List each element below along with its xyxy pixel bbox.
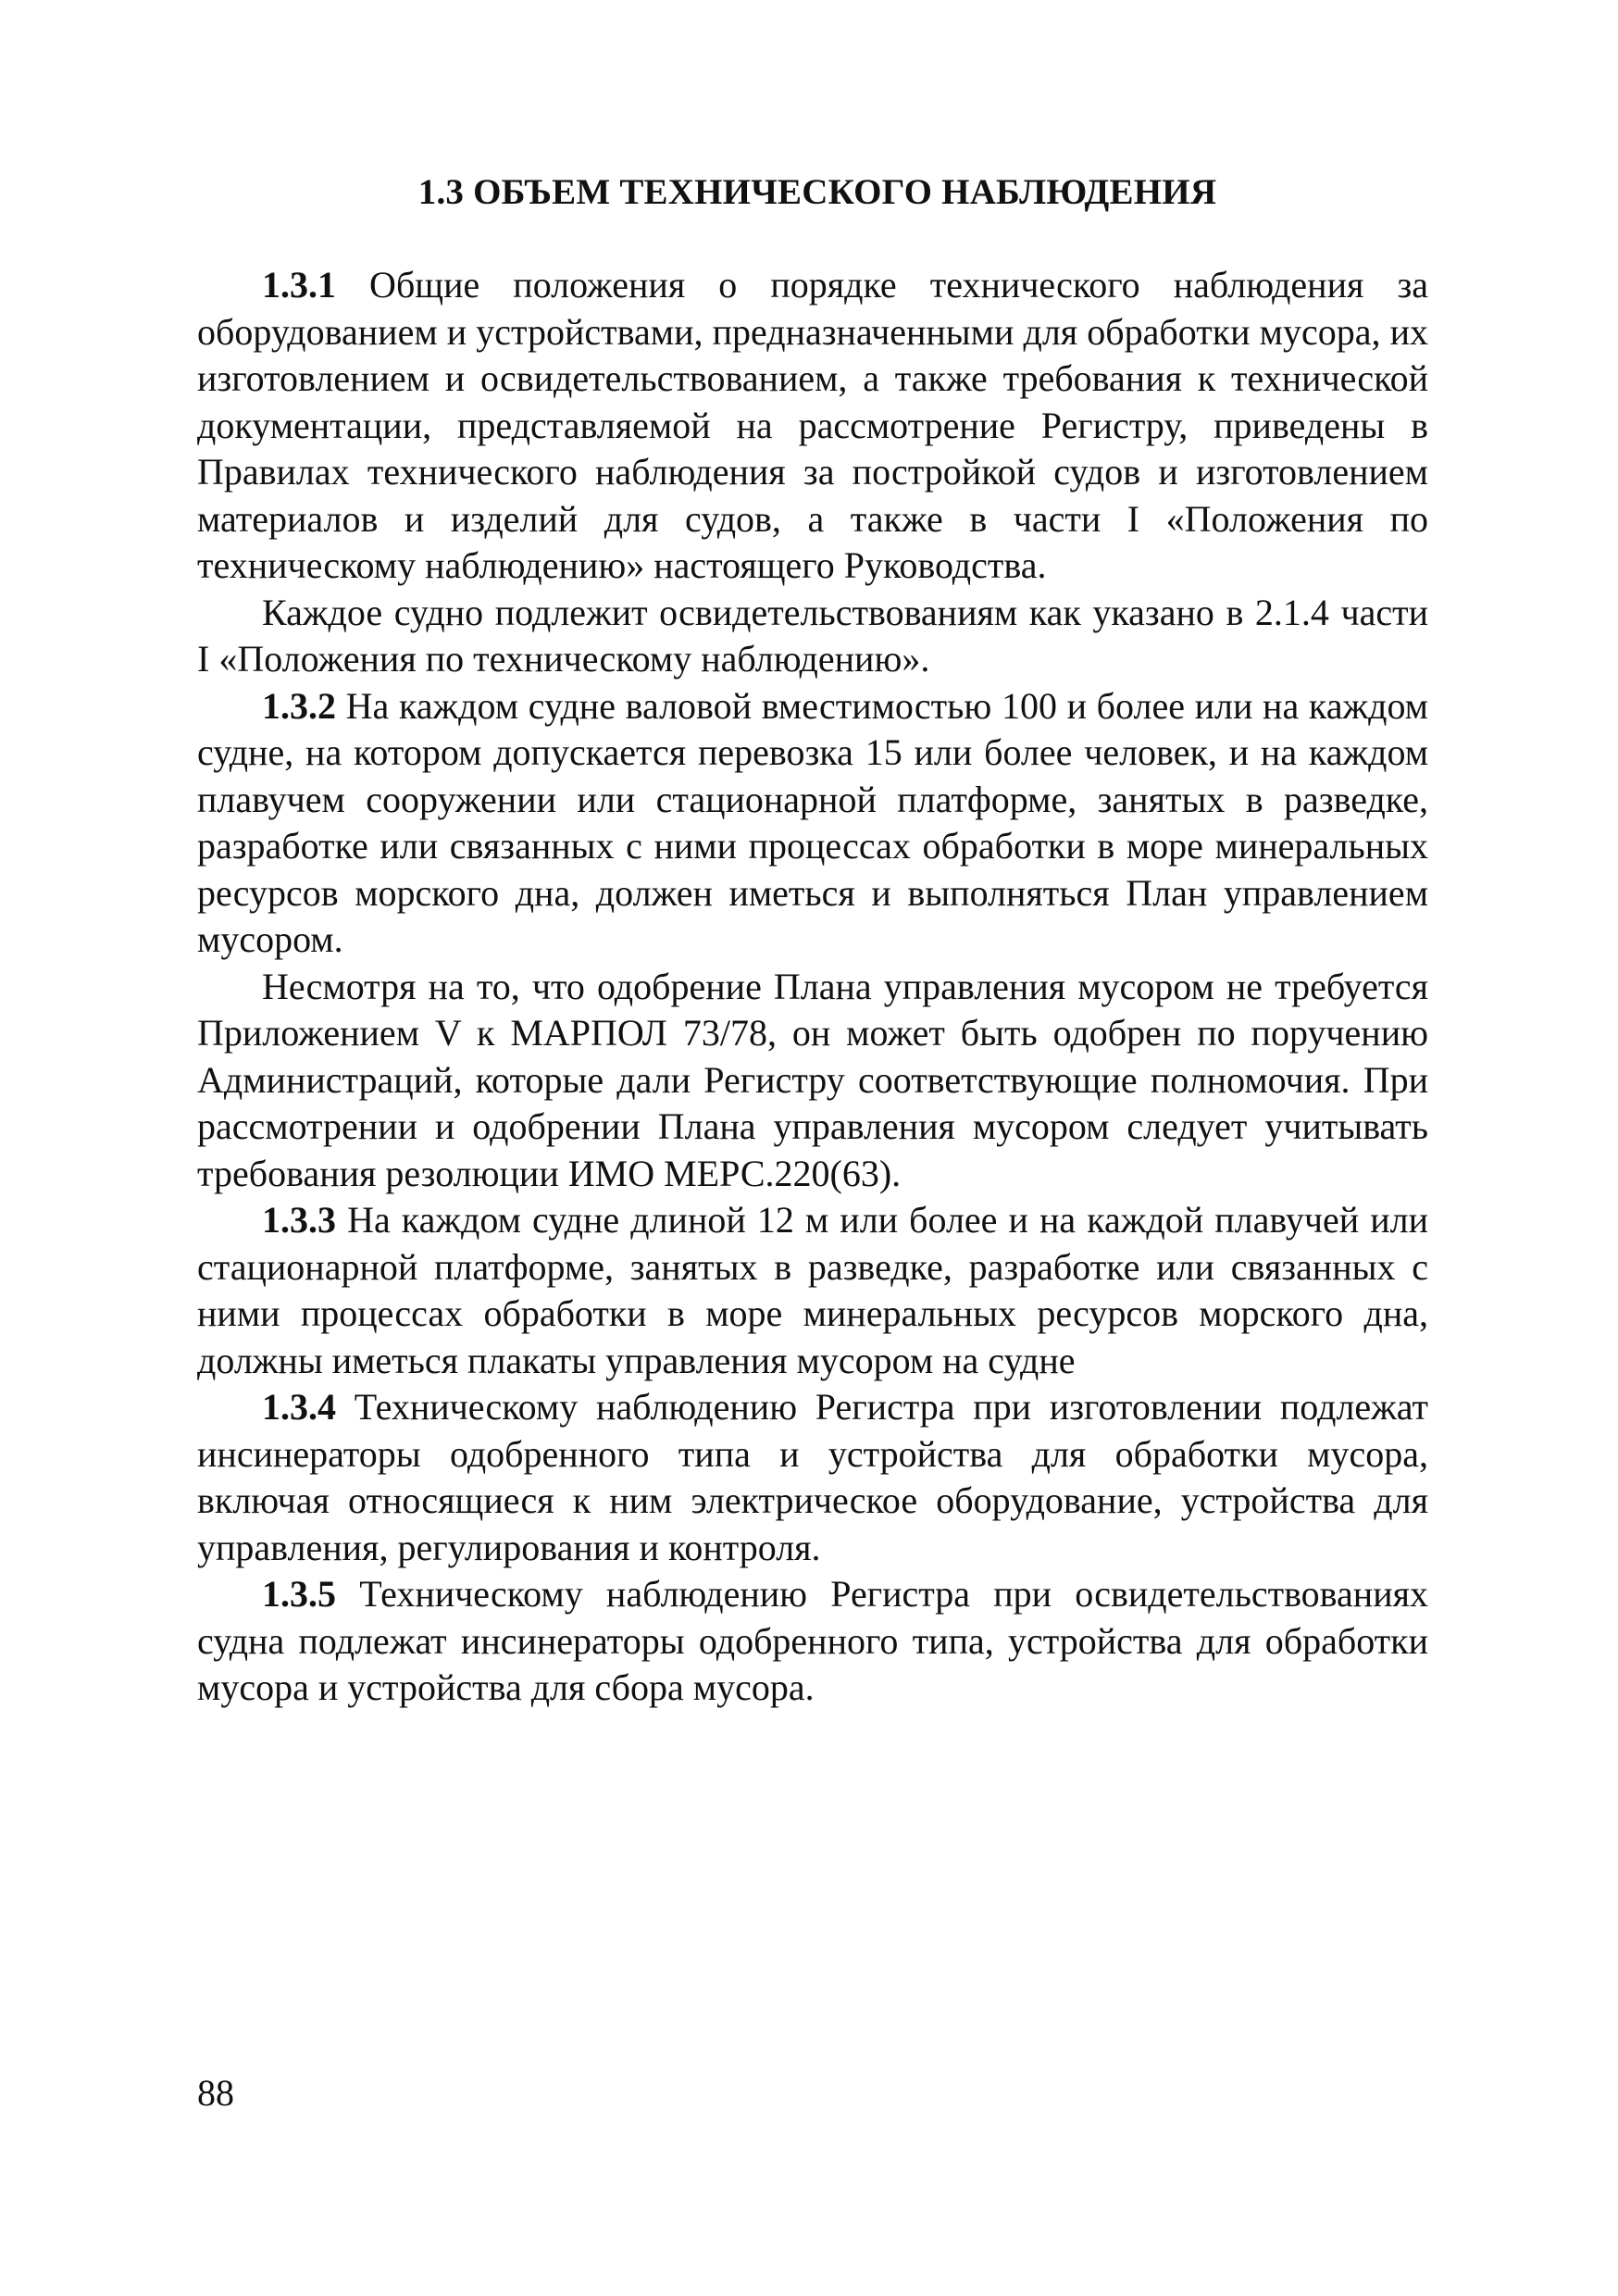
paragraph-text: Каждое судно подлежит освидетельствованиям как указано в 2.1.4 части I «Положения по техническому наблюдению».	[197, 591, 1428, 680]
paragraph-number: 1.3.1	[262, 264, 336, 306]
paragraph-approval-note	[197, 964, 1428, 1198]
paragraph-1-3-3	[197, 1197, 1428, 1384]
paragraph-number: 1.3.5	[262, 1573, 336, 1615]
paragraph-text: Общие положения о порядке технического наблюдения за оборудованием и устройствами, предназначенными для обработки мусора, их изготовлением и освидетельствованием, а также требования к технической документации, представляемой на рассмотрение Регистру, приведены в Правилах технического наблюдения за постройкой судов и изготовлением материалов и изделий для судов, а также в части I «Положения по техническому наблюдению» настоящего Руководства.	[197, 264, 1428, 586]
paragraph-number: 1.3.2	[262, 684, 336, 727]
paragraph-1-3-1	[197, 262, 1428, 590]
paragraph-text: Техническому наблюдению Регистра при изготовлении подлежат инсинераторы одобренного типа и устройства для обработки мусора, включая относящиеся к ним электрическое оборудование, устройства для управления, регулирования и контроля.	[197, 1386, 1428, 1568]
paragraph-text: На каждом судне валовой вместимостью 100 и более или на каждом судне, на котором допускается перевозка 15 или более человек, и на каждом плавучем сооружении или стационарной платформе, занятых в разведке, разработке или связанных с ними процессах обработки в море минеральных ресурсов морского дна, должен иметься и выполняться План управлением мусором.	[197, 684, 1428, 960]
paragraph-number: 1.3.3	[262, 1199, 336, 1241]
page-number: 88	[197, 2072, 234, 2114]
document-page	[197, 169, 1428, 1712]
paragraph-text: Несмотря на то, что одобрение Плана управления мусором не требуется Приложением V к МАРПОЛ 73/78, он может быть одобрен по поручению Администраций, которые дали Регистру соответствующие полномочия. При рассмотрении и одобрении Плана управления мусором следует учитывать требования резолюции ИМО МЕРС.220(63).	[197, 965, 1428, 1194]
paragraph-1-3-2	[197, 683, 1428, 964]
paragraph-surveys	[197, 590, 1428, 683]
paragraph-text: Техническому наблюдению Регистра при освидетельствованиях судна подлежат инсинераторы одобренного типа, устройства для обработки мусора и устройства для сбора мусора.	[197, 1573, 1428, 1708]
paragraph-1-3-4	[197, 1384, 1428, 1571]
paragraph-text: На каждом судне длиной 12 м или более и на каждой плавучей или стационарной платформе, занятых в разведке, разработке или связанных с ними процессах обработки в море минеральных ресурсов морского дна, должны иметься плакаты управления мусором на судне	[197, 1199, 1428, 1381]
paragraph-1-3-5	[197, 1571, 1428, 1712]
section-title: 1.3 ОБЪЕМ ТЕХНИЧЕСКОГО НАБЛЮДЕНИЯ	[417, 172, 1217, 212]
paragraph-number: 1.3.4	[262, 1386, 336, 1428]
